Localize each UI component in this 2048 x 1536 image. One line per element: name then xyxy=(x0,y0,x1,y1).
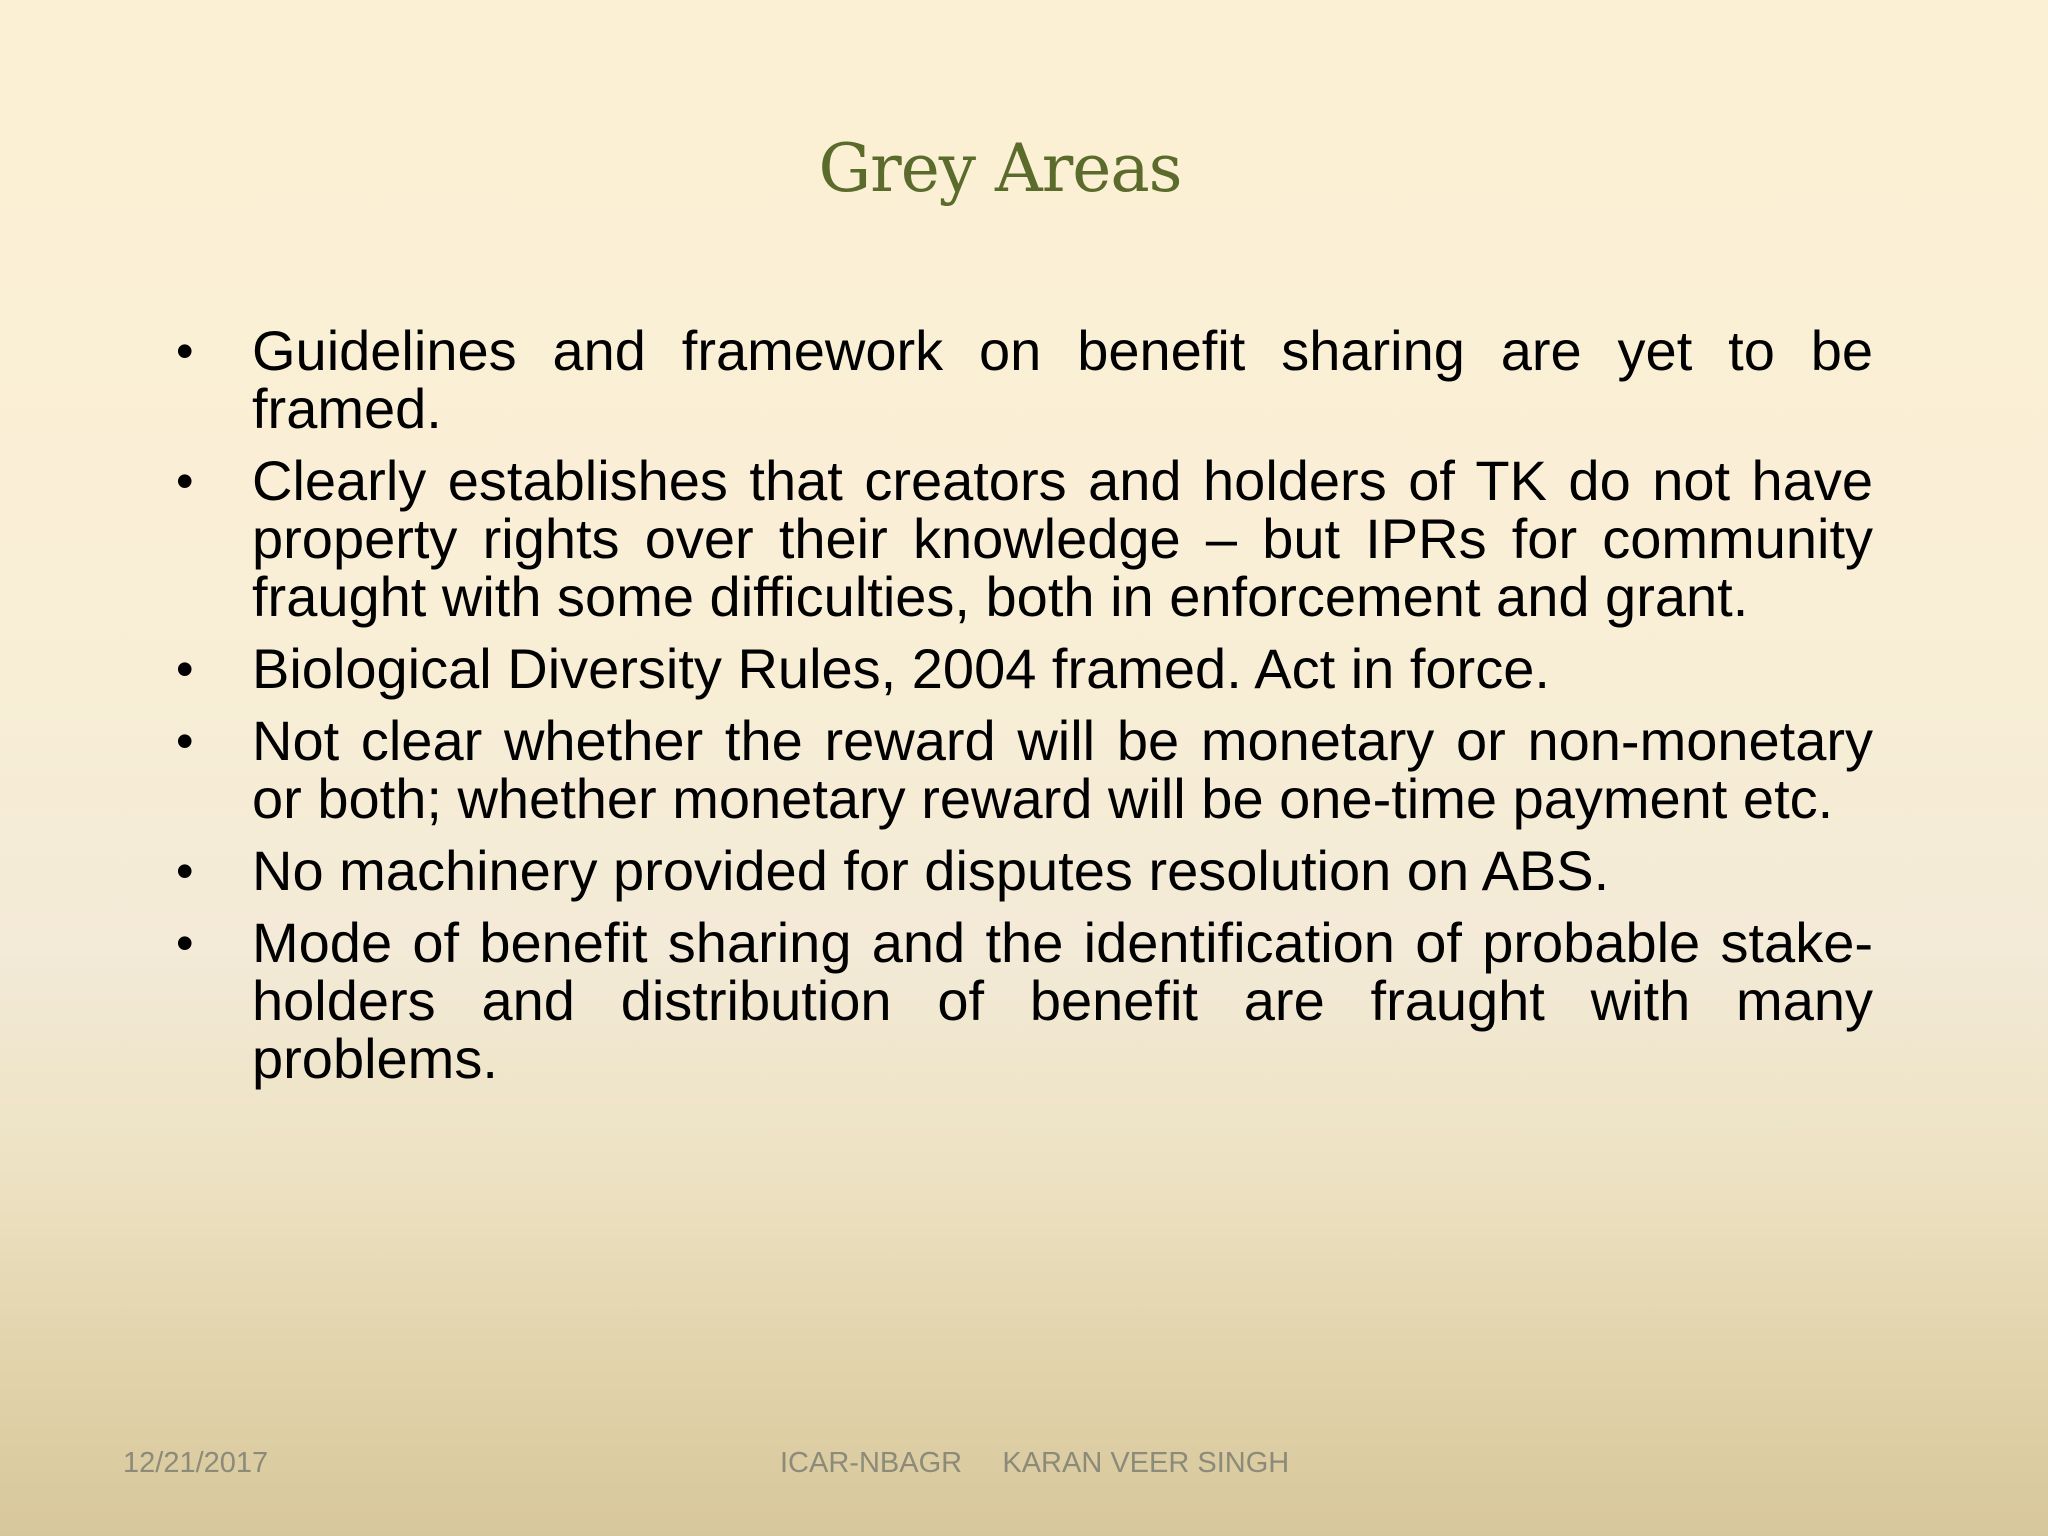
bullet-dot-icon: • xyxy=(176,453,194,509)
bullet-item xyxy=(168,839,1873,902)
slide-title: Grey Areas xyxy=(818,130,1182,207)
bullet-list xyxy=(168,319,1873,1102)
bullet-item xyxy=(168,449,1873,628)
bullet-item xyxy=(168,911,1873,1090)
bullet-text: Not clear whether the reward will be monetary or non-monetary or both; whether monetary reward will be one-time payment etc. xyxy=(252,709,1873,830)
bullet-text: Guidelines and framework on benefit sharing are yet to be framed. xyxy=(252,319,1873,440)
bullet-item xyxy=(168,637,1873,700)
bullet-text: No machinery provided for disputes resolution on ABS. xyxy=(252,839,1610,902)
footer-date: 12/21/2017 xyxy=(123,1447,269,1479)
bullet-dot-icon: • xyxy=(176,843,194,899)
bullet-text: Clearly establishes that creators and holders of TK do not have property rights over their knowledge – but IPRs for community fraught with some difficulties, both in enforcement and grant. xyxy=(252,449,1873,628)
bullet-item xyxy=(168,709,1873,830)
bullet-dot-icon: • xyxy=(176,641,194,697)
footer-organization-author: ICAR-NBAGR KARAN VEER SINGH xyxy=(780,1447,1290,1479)
bullet-dot-icon: • xyxy=(176,323,194,379)
bullet-dot-icon: • xyxy=(176,713,194,769)
bullet-dot-icon: • xyxy=(176,915,194,971)
bullet-item xyxy=(168,319,1873,440)
bullet-text: Biological Diversity Rules, 2004 framed. Act in force. xyxy=(252,637,1550,700)
bullet-text: Mode of benefit sharing and the identification of probable stake-holders and distribution of benefit are fraught with many problems. xyxy=(252,911,1873,1090)
